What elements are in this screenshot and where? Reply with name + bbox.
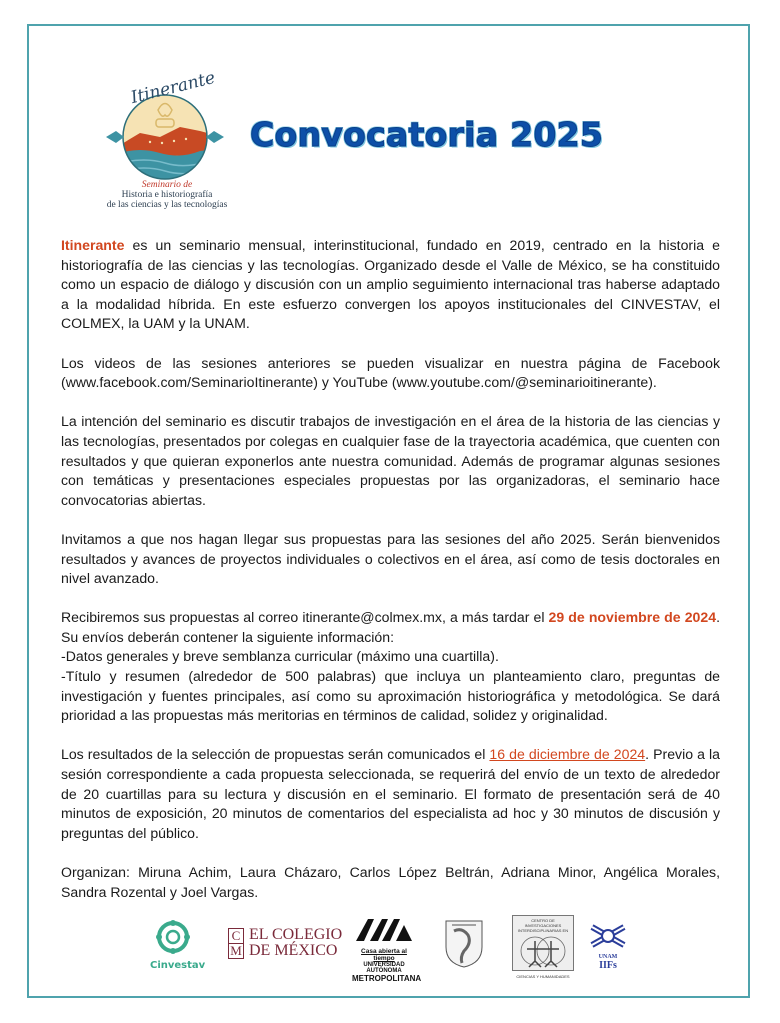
uam-logo (352, 915, 422, 983)
uam-icon (352, 915, 416, 943)
uam-line-2: UNIVERSIDAD AUTÓNOMA (363, 962, 405, 974)
logo-subtitle-line-3: de las ciencias y las tecnologías (106, 200, 228, 210)
submission-text-cont: . Su envíos deberán contener la siguiente información: (61, 609, 720, 645)
institution-logos (140, 915, 640, 983)
page-title: Convocatoria 2025 (250, 115, 604, 154)
iifs-logo (586, 921, 630, 971)
logo-subtitle-line-2: Historia e historiografía (121, 190, 213, 200)
colmex-initial-c: C (231, 927, 241, 943)
paragraph-videos: Los videos de las sesiones anteriores se pueden visualizar en nuestra página de Facebook (www.facebook.com/SeminarioItinerante) y YouTube (www.youtube.com/@seminarioitinerante). (61, 354, 720, 391)
results-text-cont: . Previo a la sesión correspondiente a cada propuesta seleccionada, se requerirá del envío de un texto de alrededor de 20 cuartillas para su lectura y discusión en el seminario. El formato de presentación será de 40 minutos de exposición, 20 minutos de comentarios del especialista ad hoc y 30 minutos de discusión y preguntas del público. (61, 746, 720, 841)
ceiich-line-1: CENTRO DE INVESTIGACIONES (524, 918, 562, 928)
paragraph-organizers: Organizan: Miruna Achim, Laura Cházaro, Carlos López Beltrán, Adriana Minor, Angélica Morales, Sandra Rozental y Joel Vargas. (61, 864, 720, 900)
uam-line-3: METROPOLITANA (352, 974, 422, 983)
unam-shield-icon (442, 917, 486, 969)
paragraph-intro-text: es un seminario mensual, interinstitucional, fundado en 2019, centrado en la historia e historiografía de las ciencias y las tecnologías. Organizado desde el Valle de México, se ha constituido como un espacio de diálogo y discusión con un amplio seguimiento internacional tras haberse adaptado a la modalidad híbrida. En este esfuerzo convergen los apoyos institucionales del CINVESTAV, el COLMEX, la UAM y la UNAM. (61, 237, 720, 332)
requirement-item-1: -Datos generales y breve semblanza curricular (máximo una cuartilla). (61, 648, 499, 665)
colmex-line-2: DE MÉXICO (249, 942, 338, 959)
uam-line-1: Casa abierta al tiempo (361, 948, 407, 962)
ceiich-line-3: CIENCIAS Y HUMANIDADES (516, 974, 570, 979)
vitruvian-men-icon (513, 933, 573, 969)
ceiich-logo (512, 915, 574, 979)
paragraph-submission (61, 608, 720, 647)
iifs-line-2: IIFs (599, 960, 617, 971)
colmex-wordmark (249, 927, 342, 959)
paragraph-invitation: Invitamos a que nos hagan llegar sus propuestas para las sesiones del año 2025. Serán bienvenidos resultados y avances de proyectos individuales o colectivos en el área, así como de tesis doctorales en nivel avanzado. (61, 530, 720, 587)
seminar-name: Itinerante (61, 237, 125, 253)
submission-text: Recibiremos sus propuestas al correo itinerante@colmex.mx, a más tardar el (61, 609, 549, 626)
results-text: Los resultados de la selección de propuestas serán comunicados el (61, 746, 490, 763)
paragraph-results (61, 745, 720, 843)
iifs-icon (586, 921, 630, 949)
cinvestav-icon (150, 919, 196, 955)
body-text (61, 236, 720, 922)
logo-subtitle-line-1: Seminario de (141, 180, 193, 190)
results-date[interactable]: 16 de diciembre de 2024 (489, 746, 646, 763)
colmex-initial-m: M (230, 942, 242, 958)
cinvestav-logo (150, 919, 206, 971)
iifs-line-1: UNAM (598, 954, 618, 960)
colmex-monogram-icon (228, 928, 244, 959)
logo-subtitle (92, 180, 242, 210)
cinvestav-label: Cinvestav (150, 960, 206, 971)
paragraph-intention: La intención del seminario es discutir trabajos de investigación en el área de la historia de las ciencias y las tecnologías, presentados por colegas en cualquier fase de la trayectoria académica, que cuenten con resultados y que quieran exponerlos ante nuestra comunidad. Además de programar algunas sesiones con temáticas y presentaciones especiales propuestas por las organizadoras, el seminario hace convocatorias abiertas. (61, 413, 720, 508)
colmex-line-1: EL COLEGIO (249, 926, 343, 943)
ceiich-line-2: INTERDISCIPLINARIAS EN (517, 928, 569, 933)
requirement-item-2: -Título y resumen (alrededor de 500 palabras) que incluya un planteamiento claro, preguntas de investigación y fuentes principales, así como su aproximación historiográfica y metodológica. Se dará prioridad a las propuestas más meritorias en términos de calidad, solidez y originalidad. (61, 668, 720, 724)
colmex-logo (228, 927, 342, 959)
deadline-date: 29 de noviembre de 2024 (548, 609, 717, 626)
unam-shield-logo (442, 917, 486, 974)
paragraph-intro (61, 236, 720, 334)
logo-title: Itinerante (128, 67, 218, 109)
